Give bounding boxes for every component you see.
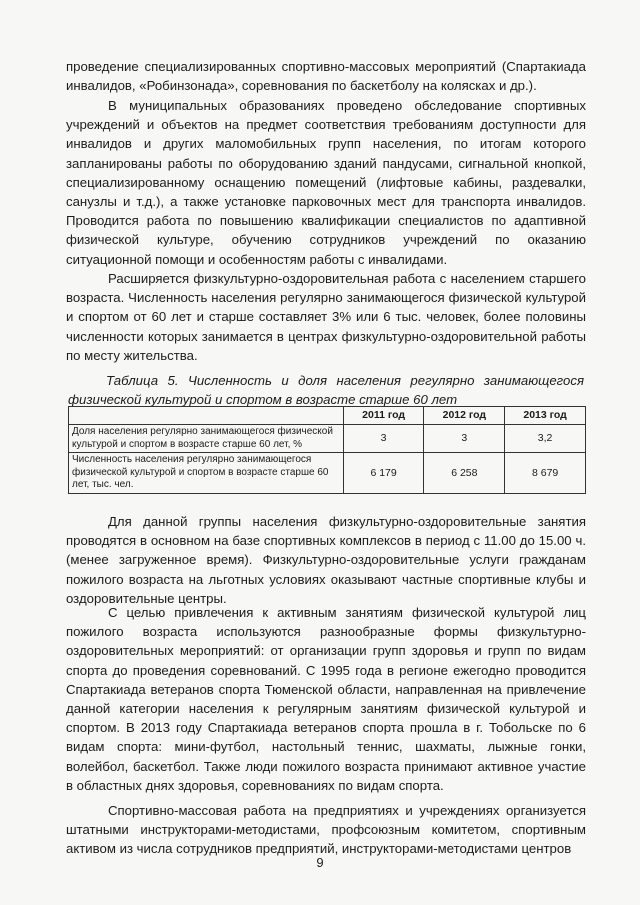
page-number: 9 — [316, 855, 324, 870]
paragraph-veterans-spartakiad: С целью привлечения к активным занятиям физической культурой лиц пожилого возраста используются разнообразные формы физкультурно-оздоровительных мероприятий: от организации групп здоровья и групп по видам спорта до проведения соревнований. С 1995 года в регионе ежегодно проводится Спартакиада ветеранов спорта Тюменской области, направленная на привлечение данной категории населения к регулярным занятиям физической культурой и спортом. В 2013 году Спартакиада ветеранов спорта прошла в г. Тобольске по 6 видам спорта: мини-футбол, настольный теннис, шахматы, лыжные гонки, волейбол, баскетбол. Также люди пожилого возраста принимают активное участие в областных днях здоровья, соревнованиях по видам спорта. — [66, 605, 586, 793]
table-cell-2011: 6 179 — [343, 453, 424, 494]
paragraph-older-population: Расширяется физкультурно-оздоровительная работа с населением старшего возраста. Численность населения регулярно занимающегося физической культурой и спортом от 60 лет и старше составляет 3% или 6 тыс. человек, более половины численности которых занимается в центрах физкультурно-оздоровительной работы по месту жительства. — [66, 271, 586, 363]
table-row-label: Доля населения регулярно занимающегося физической культурой и спортом в возрасте старше 60 лет, % — [69, 425, 344, 453]
table-cell-2013: 3,2 — [505, 425, 586, 453]
table-cell-2012: 3 — [424, 425, 505, 453]
paragraph-workplace-sports: Спортивно-массовая работа на предприятиях и учреждениях организуется штатными инструкторами-методистами, профсоюзным комитетом, спортивным активом из числа сотрудников предприятий, инструкторами-методистами центров — [66, 803, 586, 857]
table-header-empty — [69, 407, 344, 425]
table-header-2011: 2011 год — [343, 407, 424, 425]
table-cell-2013: 8 679 — [505, 453, 586, 494]
table-header-2013: 2013 год — [505, 407, 586, 425]
table-row-label: Численность населения регулярно занимающегося физической культурой и спортом в возрасте старше 60 лет, тыс. чел. — [69, 453, 344, 494]
table-cell-2011: 3 — [343, 425, 424, 453]
paragraph-accessibility: В муниципальных образованиях проведено обследование спортивных учреждений и объектов на предмет соответствия требованиям доступности для инвалидов и других маломобильных групп населения, по итогам которого запланированы работы по оборудованию зданий пандусами, сигнальной кнопкой, специализированному оснащению помещений (лифтовые кабины, раздевалки, санузлы и т.д.), а также установке парковочных мест для транспорта инвалидов. Проводится работа по повышению квалификации специалистов по адаптивной физической культуре, обучению сотрудников учреждений по оказанию ситуационной помощи и особенностям работы с инвалидами. — [66, 98, 586, 267]
table-caption: Таблица 5. Численность и доля населения регулярно занимающегося физической культурой и спортом в возрасте старше 60 лет — [68, 373, 584, 408]
table-row — [69, 425, 586, 453]
data-table — [68, 406, 586, 494]
table-header-2012: 2012 год — [424, 407, 505, 425]
paragraph-sports-events: проведение специализированных спортивно-массовых мероприятий (Спартакиада инвалидов, «Робинзонада», соревнования по баскетболу на колясках и др.). — [66, 59, 586, 94]
table-row — [69, 453, 586, 494]
table-header-row — [69, 407, 586, 425]
table-cell-2012: 6 258 — [424, 453, 505, 494]
paragraph-schedule: Для данной группы населения физкультурно-оздоровительные занятия проводятся в основном на базе спортивных комплексов в период с 11.00 до 15.00 ч. (менее загруженное время). Физкультурно-оздоровительные услуги гражданам пожилого возраста на льготных условиях оказывают частные спортивные клубы и оздоровительные центры. — [66, 514, 586, 606]
